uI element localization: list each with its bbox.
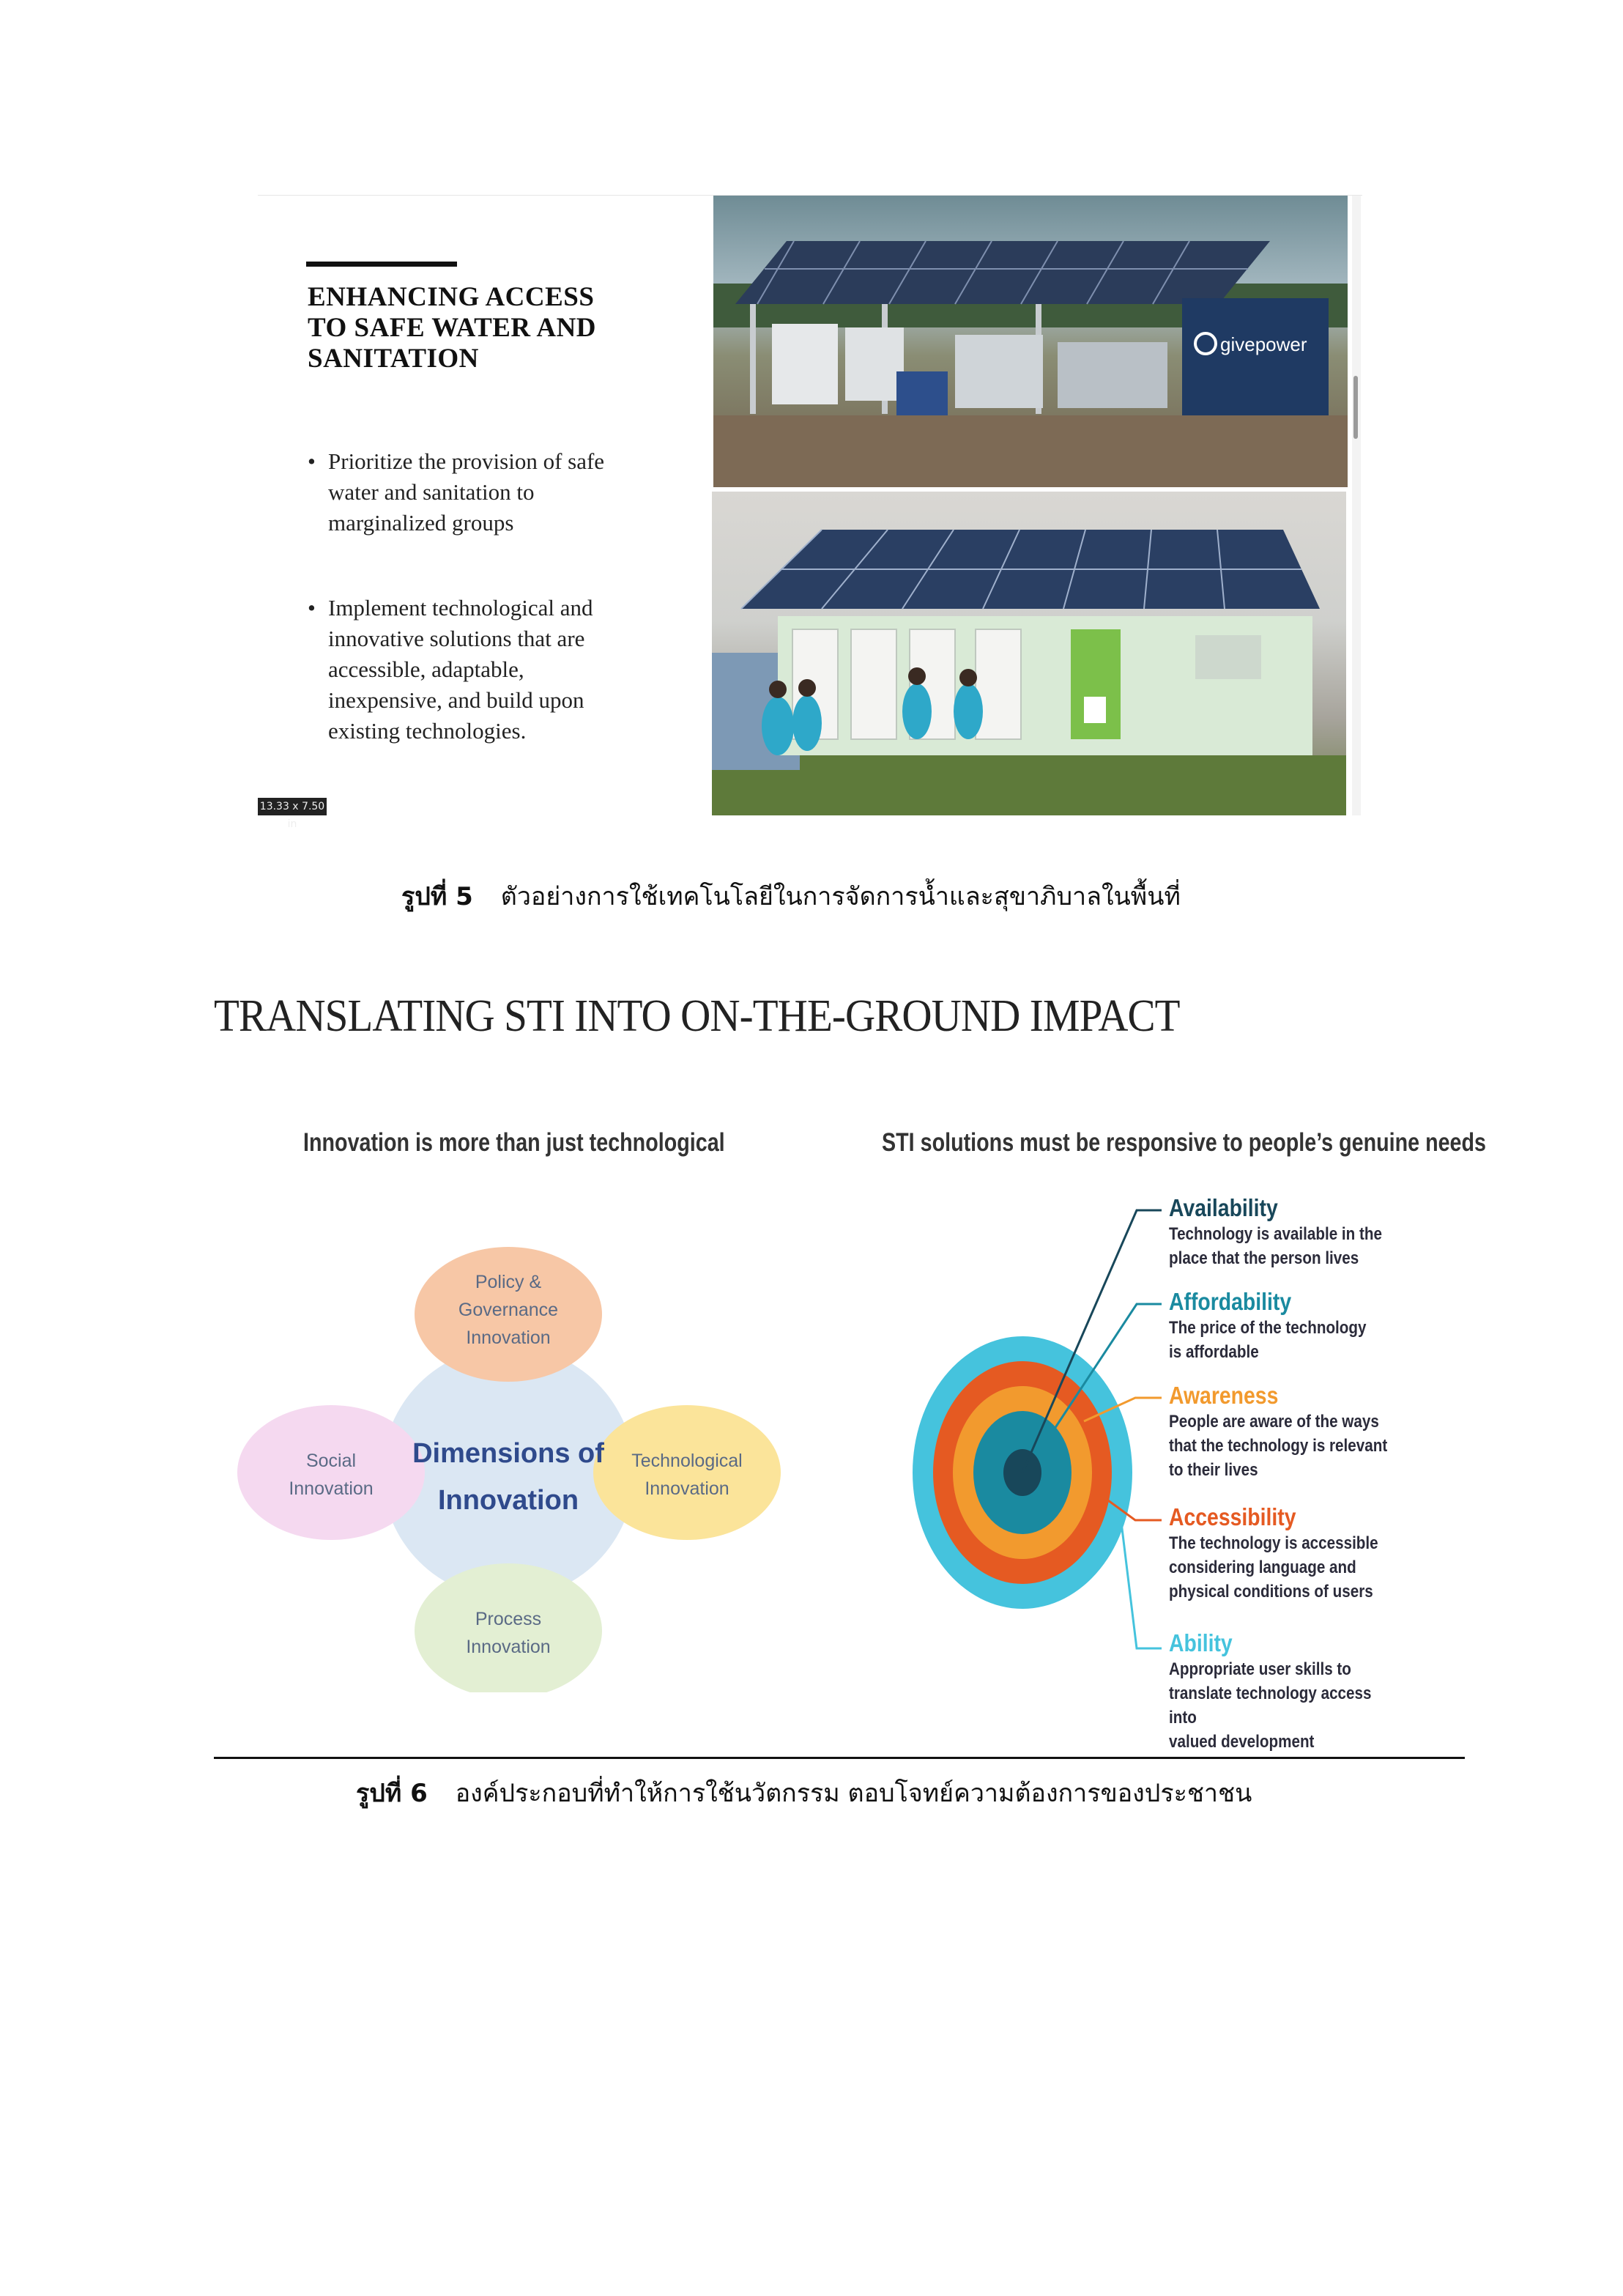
need-title: Ability bbox=[1169, 1629, 1233, 1656]
figure5-caption-label: รูปที่ 5 bbox=[401, 882, 473, 911]
genuine-needs-target-diagram bbox=[901, 1187, 1487, 1752]
petal-process-line1: Process bbox=[475, 1609, 542, 1629]
petal-technological-line1: Technological bbox=[631, 1451, 743, 1471]
need-accessibility bbox=[1169, 1503, 1433, 1604]
center-label-line1: Dimensions of bbox=[412, 1438, 604, 1469]
bullet-dot: • bbox=[308, 595, 316, 621]
petal-technological bbox=[593, 1405, 781, 1540]
need-availability bbox=[1169, 1194, 1433, 1270]
figure6-bottom-rule bbox=[214, 1757, 1465, 1759]
heading-rule bbox=[306, 262, 457, 267]
dimension-badge: 13.33 x 7.50 in bbox=[258, 798, 327, 815]
scrollbar-thumb[interactable] bbox=[1353, 376, 1358, 439]
bullet-item bbox=[308, 446, 630, 541]
bullet-item bbox=[308, 593, 630, 754]
need-description: Appropriate user skills to translate technology access into valued development bbox=[1169, 1659, 1372, 1752]
givepower-logo: givepower bbox=[1220, 333, 1307, 355]
need-awareness bbox=[1169, 1382, 1433, 1482]
petal-policy-line1: Policy & bbox=[475, 1272, 542, 1292]
petal-social bbox=[237, 1405, 425, 1540]
petal-social-line1: Social bbox=[305, 1451, 357, 1471]
petal-process-line2: Innovation bbox=[466, 1637, 551, 1657]
petal-technological-line2: Innovation bbox=[645, 1478, 729, 1499]
need-title: Affordability bbox=[1169, 1288, 1292, 1315]
bullet-text: Implement technological and innovative solutions that are accessible, adaptable, inexpensive, and build upon existing technologies. bbox=[328, 595, 593, 744]
petal-policy-line3: Innovation bbox=[466, 1327, 551, 1348]
center-label-line2: Innovation bbox=[437, 1485, 579, 1516]
need-ability bbox=[1169, 1629, 1433, 1754]
solar-water-station-photo bbox=[713, 196, 1348, 487]
left-subtitle: Innovation is more than just technological bbox=[303, 1128, 725, 1157]
figure6-caption-label: รูปที่ 6 bbox=[356, 1779, 428, 1808]
petal-policy-line2: Governance bbox=[458, 1300, 559, 1320]
need-affordability bbox=[1169, 1288, 1433, 1364]
figure5-caption bbox=[401, 876, 1181, 916]
figure6-caption bbox=[356, 1773, 1252, 1812]
petal-social-line2: Innovation bbox=[289, 1478, 374, 1499]
slide-screenshot bbox=[258, 195, 1362, 830]
figure5-caption-text: ตัวอย่างการใช้เทคโนโลยีในการจัดการน้ำและสุขาภิบาลในพื้นที่ bbox=[500, 882, 1181, 911]
solar-sanitation-container-photo bbox=[712, 492, 1346, 815]
need-title: Awareness bbox=[1169, 1382, 1279, 1409]
need-description: People are aware of the ways that the technology is relevant to their lives bbox=[1169, 1412, 1388, 1480]
bullet-text: Prioritize the provision of safe water and sanitation to marginalized groups bbox=[328, 448, 605, 536]
need-description: The technology is accessible considering language and physical conditions of users bbox=[1169, 1533, 1378, 1601]
need-title: Accessibility bbox=[1169, 1503, 1296, 1530]
need-title: Availability bbox=[1169, 1194, 1278, 1221]
right-subtitle: STI solutions must be responsive to people’s genuine needs bbox=[882, 1128, 1487, 1157]
leader-ability bbox=[1121, 1517, 1162, 1648]
need-description: The price of the technology is affordable bbox=[1169, 1318, 1367, 1362]
bullet-dot: • bbox=[308, 448, 316, 474]
figure6-caption-text: องค์ประกอบที่ทำให้การใช้นวัตกรรม ตอบโจทย์ความต้องการของประชาชน bbox=[455, 1779, 1252, 1808]
dimensions-of-innovation-diagram bbox=[231, 1238, 788, 1692]
slide-heading: ENHANCING ACCESS TO SAFE WATER AND SANITATION bbox=[308, 282, 597, 374]
need-description: Technology is available in the place that the person lives bbox=[1169, 1224, 1382, 1268]
figure6-title: TRANSLATING STI INTO ON-THE-GROUND IMPACT bbox=[214, 991, 1180, 1041]
scrollbar-track[interactable] bbox=[1352, 196, 1361, 815]
